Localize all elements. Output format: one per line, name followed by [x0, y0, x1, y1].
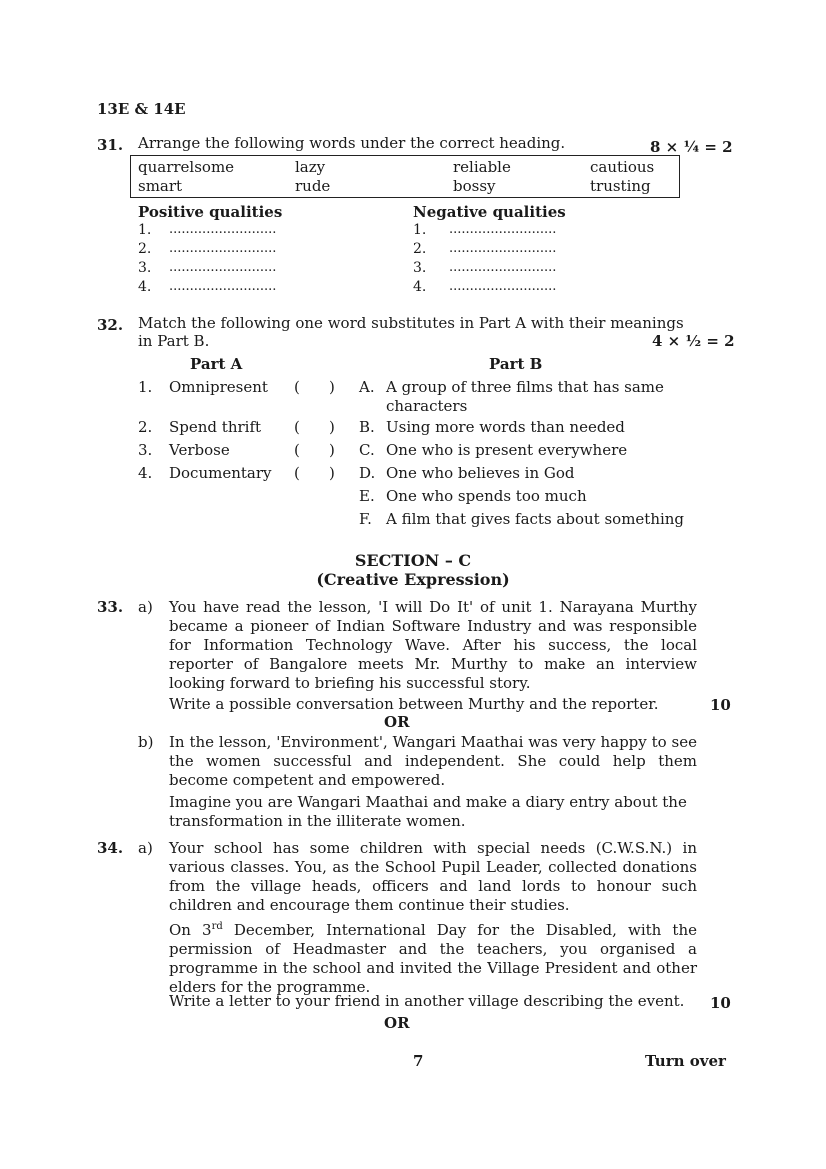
q32-text-line2: in Part B. [138, 332, 210, 350]
part-a-heading: Part A [190, 355, 243, 373]
q33-marks: 10 [710, 696, 731, 714]
part-b-letter-d: D. [359, 464, 376, 482]
q34-a-paragraph-2 [169, 917, 697, 997]
part-a-num-2: 2. [138, 418, 153, 436]
q32-number: 32. [97, 316, 124, 334]
part-b-text-c: One who is present everywhere [386, 441, 628, 459]
pos-blank-4[interactable]: .......................... [169, 279, 277, 294]
neg-num-4: 4. [413, 279, 427, 295]
page-number: 7 [413, 1052, 424, 1070]
part-b-heading: Part B [489, 355, 543, 373]
part-a-word-3: Verbose [169, 441, 230, 459]
word-lazy: lazy [295, 158, 326, 176]
part-b-letter-c: C. [359, 441, 375, 459]
answer-paren-open-1: ( [294, 378, 300, 396]
neg-blank-1[interactable]: .......................... [449, 222, 557, 237]
q33-or: OR [384, 713, 410, 731]
pos-num-4: 4. [138, 279, 152, 295]
part-a-num-3: 3. [138, 441, 153, 459]
part-a-word-4: Documentary [169, 464, 272, 482]
part-b-letter-a: A. [359, 378, 375, 396]
q34-a-paragraph: Your school has some children with special needs (C.W.S.N.) in various classes. You, as the School Pupil Leader, collected donations from the village heads, officers and land lords to honour such children and encourage them continue their studies. [169, 839, 697, 914]
q33-b-label: b) [138, 733, 154, 751]
q34-a-label: a) [138, 839, 153, 857]
part-b-text-d: One who believes in God [386, 464, 575, 482]
pos-blank-1[interactable]: .......................... [169, 222, 277, 237]
neg-blank-3[interactable]: .......................... [449, 260, 557, 275]
q32-text-line1: Match the following one word substitutes in Part A with their meanings [138, 314, 684, 332]
part-a-word-1: Omnipresent [169, 378, 268, 396]
q34-a-paragraph-2-rest: December, International Day for the Disabled, with the permission of Headmaster and the teachers, you organised a programme in the school and invited the Village President and other elders for the programme. [169, 921, 697, 996]
part-a-word-2: Spend thrift [169, 418, 262, 436]
word-reliable: reliable [453, 158, 511, 176]
pos-blank-3[interactable]: .......................... [169, 260, 277, 275]
section-c-title: SECTION – C [354, 551, 472, 570]
q31-text: Arrange the following words under the correct heading. [138, 134, 566, 152]
word-bossy: bossy [453, 177, 496, 195]
q31-number: 31. [97, 136, 124, 154]
word-rude: rude [295, 177, 331, 195]
q34-a-task: Write a letter to your friend in another village describing the event. [169, 992, 685, 1010]
q34-on: On 3 [169, 921, 212, 939]
paper-code: 13E & 14E [97, 100, 186, 118]
part-b-letter-e: E. [359, 487, 375, 505]
q33-b-task: Imagine you are Wangari Maathai and make a diary entry about the transformation in the illiterate women. [169, 793, 687, 830]
q33-b-paragraph: In the lesson, 'Environment', Wangari Maathai was very happy to see the women successful and independent. She could help them become competent and empowered. [169, 733, 697, 789]
part-b-text-a-cont: characters [386, 397, 468, 415]
q33-a-task: Write a possible conversation between Murthy and the reporter. [169, 695, 659, 713]
pos-num-2: 2. [138, 241, 152, 257]
pos-num-3: 3. [138, 260, 152, 276]
neg-num-1: 1. [413, 222, 427, 238]
q34-ordinal-suffix: rd [211, 921, 223, 932]
answer-paren-open-4: ( [294, 464, 300, 482]
part-b-letter-f: F. [359, 510, 372, 528]
answer-paren-close-3: ) [329, 441, 335, 459]
q34-marks: 10 [710, 994, 731, 1012]
part-b-text-e: One who spends too much [386, 487, 587, 505]
part-b-text-a: A group of three films that has same [386, 378, 664, 396]
turn-over: Turn over [645, 1052, 726, 1070]
part-a-num-1: 1. [138, 378, 153, 396]
q34-number: 34. [97, 839, 124, 857]
neg-blank-2[interactable]: .......................... [449, 241, 557, 256]
q31-marks: 8 × ¼ = 2 [650, 138, 733, 156]
word-smart: smart [138, 177, 183, 195]
pos-num-1: 1. [138, 222, 152, 238]
section-c-subtitle: (Creative Expression) [316, 570, 510, 589]
q34-or: OR [384, 1014, 410, 1032]
word-trusting: trusting [590, 177, 651, 195]
positive-heading: Positive qualities [138, 203, 283, 221]
neg-num-3: 3. [413, 260, 427, 276]
answer-paren-close-4: ) [329, 464, 335, 482]
answer-paren-open-3: ( [294, 441, 300, 459]
word-quarrelsome: quarrelsome [138, 158, 235, 176]
part-b-text-b: Using more words than needed [386, 418, 625, 436]
neg-num-2: 2. [413, 241, 427, 257]
negative-heading: Negative qualities [413, 203, 566, 221]
part-b-text-f: A film that gives facts about something [386, 510, 685, 528]
answer-paren-close-1: ) [329, 378, 335, 396]
q33-number: 33. [97, 598, 124, 616]
pos-blank-2[interactable]: .......................... [169, 241, 277, 256]
q33-a-label: a) [138, 598, 153, 616]
q33-a-paragraph: You have read the lesson, 'I will Do It' of unit 1. Narayana Murthy became a pioneer of Indian Software Industry and was responsible for Information Technology Wave. After his success, the local reporter of Bangalore meets Mr. Murthy to make an interview looking forward to briefing his successful story. [169, 598, 697, 692]
neg-blank-4[interactable]: .......................... [449, 279, 557, 294]
answer-paren-close-2: ) [329, 418, 335, 436]
word-cautious: cautious [590, 158, 655, 176]
part-a-num-4: 4. [138, 464, 153, 482]
q32-marks: 4 × ½ = 2 [652, 332, 735, 350]
answer-paren-open-2: ( [294, 418, 300, 436]
part-b-letter-b: B. [359, 418, 375, 436]
